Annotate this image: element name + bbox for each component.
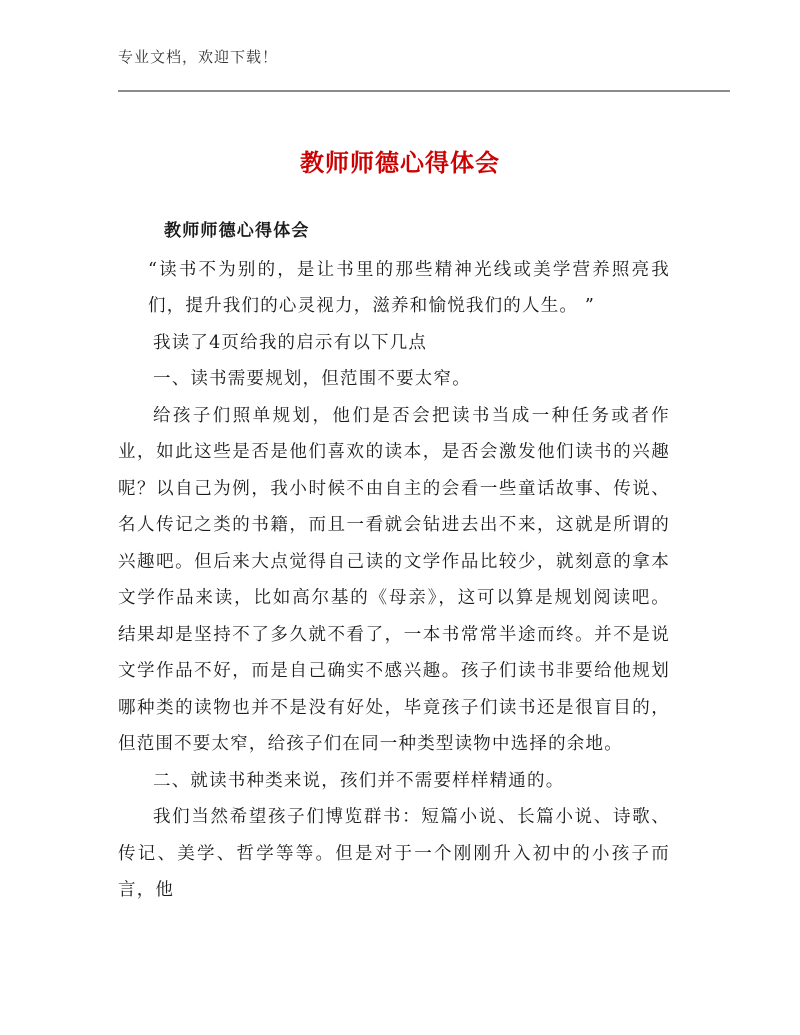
- header-divider: [118, 90, 730, 92]
- document-title: 教师师德心得体会: [300, 149, 500, 177]
- section-heading: 二、就读书种类来说，孩们并不需要样样精通的。: [153, 770, 565, 791]
- paragraph-quote: “读书不为别的，是让书里的那些精神光线或美学营养照亮我们，提升我们的心灵视力，滋养和愉悦我们的人生。 ”: [148, 259, 670, 316]
- paragraph: 给孩子们照单规划，他们是否会把读书当成一种任务或者作业，如此这些是否是他们喜欢的读本，是否会激发他们读书的兴趣呢？以自己为例，我小时候不由自主的会看一些童话故事、传说、名人传记之类的书籍，而且一看就会钻进去出不来，这就是所谓的兴趣吧。但后来大点觉得自己读的文学作品比较少，就刻意的拿本文学作品来读，比如高尔基的《母亲》，这可以算是规划阅读吧。结果却是坚持不了多久就不看了，一本书常常半途而终。并不是说文学作品不好，而是自己确实不感兴趣。孩子们读书非要给他规划哪种类的读物也并不是没有好处，毕竟孩子们读书还是很盲目的，但范围不要太窄，给孩子们在同一种类型读物中选择的余地。: [118, 405, 670, 754]
- paragraph: 我们当然希望孩子们博览群书：短篇小说、长篇小说、诗歌、传记、美学、哲学等等。但是对于一个刚刚升入初中的小孩子而言，他: [118, 807, 670, 900]
- section-heading: 一、读书需要规划，但范围不要太窄。: [153, 369, 471, 389]
- document-subtitle: 教师师德心得体会: [164, 221, 310, 241]
- header-note: 专业文档，欢迎下载！: [118, 48, 279, 66]
- paragraph: 我读了4页给我的启示有以下几点: [153, 332, 428, 353]
- document-body: [118, 213, 670, 909]
